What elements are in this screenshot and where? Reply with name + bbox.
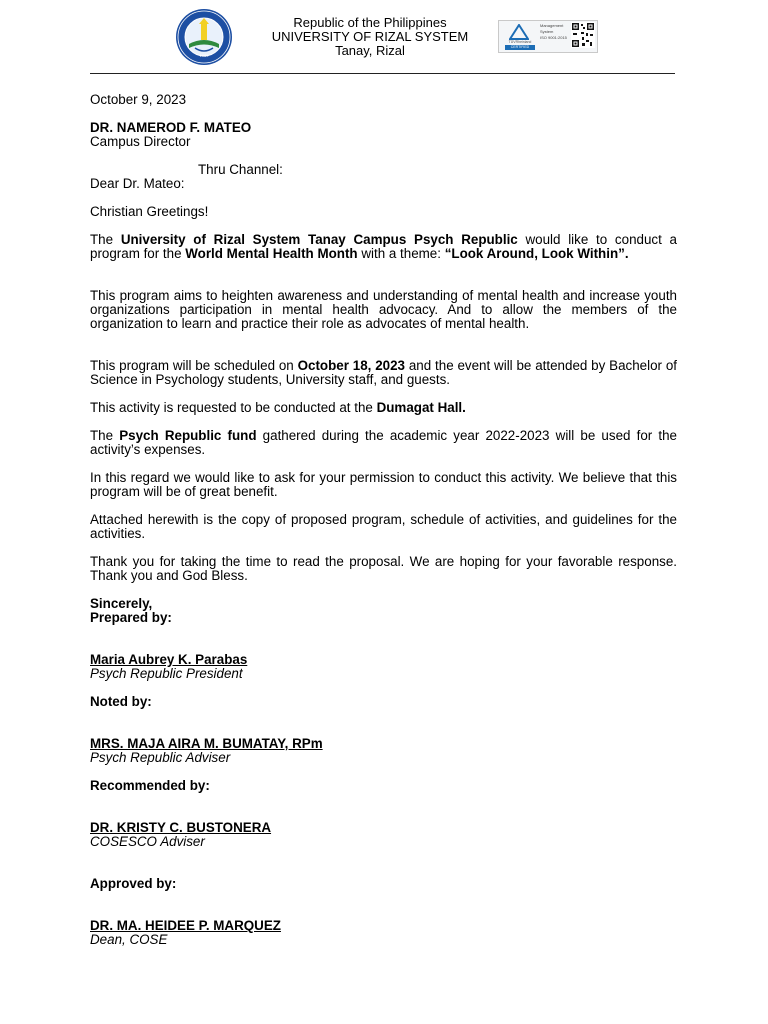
noted-label: Noted by: bbox=[90, 694, 152, 709]
cert-text-3: ISO 9001:2015 bbox=[540, 35, 567, 40]
paragraph-8: Thank you for taking the time to read the proposal. We are hoping for your favorable response. Thank you and God Bless. bbox=[90, 554, 677, 583]
approved-title: Dean, COSE bbox=[90, 932, 168, 947]
recommended-name: DR. KRISTY C. BUSTONERA bbox=[90, 820, 272, 835]
university-seal bbox=[175, 8, 233, 66]
paragraph-1: The University of Rizal System Tanay Campus Psych Republic would like to conduct a program for the World Mental Health Month with a theme: “Look Around, Look Within”. bbox=[90, 232, 678, 261]
paragraph-3: This program will be scheduled on October 18, 2023 and the event will be attended by Bachelor of Science in Psychology students, University staff, and guests. bbox=[90, 358, 677, 387]
cert-text-1: Management bbox=[540, 23, 564, 28]
paragraph-5: The Psych Republic fund gathered during the academic year 2022-2023 will be used for the activity’s expenses. bbox=[90, 428, 678, 457]
approved-label: Approved by: bbox=[90, 876, 177, 891]
cert-badge: CERTIFIED bbox=[505, 45, 535, 50]
noted-name: MRS. MAJA AIRA M. BUMATAY, RPm bbox=[90, 736, 323, 751]
closing-sincerely: Sincerely, bbox=[90, 596, 153, 611]
paragraph-7: Attached herewith is the copy of proposed program, schedule of activities, and guidelines for the activities. bbox=[90, 512, 677, 541]
salutation: Dear Dr. Mateo: bbox=[90, 176, 185, 191]
closing-prepared-by: Prepared by: bbox=[90, 610, 172, 625]
prepared-name: Maria Aubrey K. Parabas bbox=[90, 652, 248, 667]
recommended-title: COSESCO Adviser bbox=[90, 834, 205, 849]
header-location: Tanay, Rizal bbox=[335, 43, 405, 58]
svg-text:1969: 1969 bbox=[199, 54, 209, 58]
letter-date: October 9, 2023 bbox=[90, 92, 187, 107]
thru-channel: Thru Channel: bbox=[198, 162, 283, 177]
approved-name: DR. MA. HEIDEE P. MARQUEZ bbox=[90, 918, 281, 933]
paragraph-2: This program aims to heighten awareness and understanding of mental health and increase youth organizations participation in mental health advocacy. And to allow the members of the organization to learn and practice their role as advocates of mental health. bbox=[90, 288, 677, 331]
paragraph-6: In this regard we would like to ask for your permission to conduct this activity. We believe that this program will be of great benefit. bbox=[90, 470, 677, 499]
header-divider bbox=[90, 73, 675, 74]
noted-title: Psych Republic Adviser bbox=[90, 750, 231, 765]
recipient-name: DR. NAMEROD F. MATEO bbox=[90, 120, 252, 135]
recommended-label: Recommended by: bbox=[90, 778, 210, 793]
header-republic: Republic of the Philippines bbox=[293, 15, 447, 30]
cert-brand: TÜVRheinland bbox=[508, 40, 532, 44]
tuv-triangle-icon bbox=[509, 24, 529, 40]
recipient-title: Campus Director bbox=[90, 134, 191, 149]
cert-text-2: System bbox=[540, 29, 554, 34]
prepared-title: Psych Republic President bbox=[90, 666, 243, 681]
greeting: Christian Greetings! bbox=[90, 204, 209, 219]
paragraph-4: This activity is requested to be conducted at the Dumagat Hall. bbox=[90, 400, 466, 415]
qr-code-icon bbox=[571, 22, 595, 48]
header-university: UNIVERSITY OF RIZAL SYSTEM bbox=[271, 29, 469, 44]
